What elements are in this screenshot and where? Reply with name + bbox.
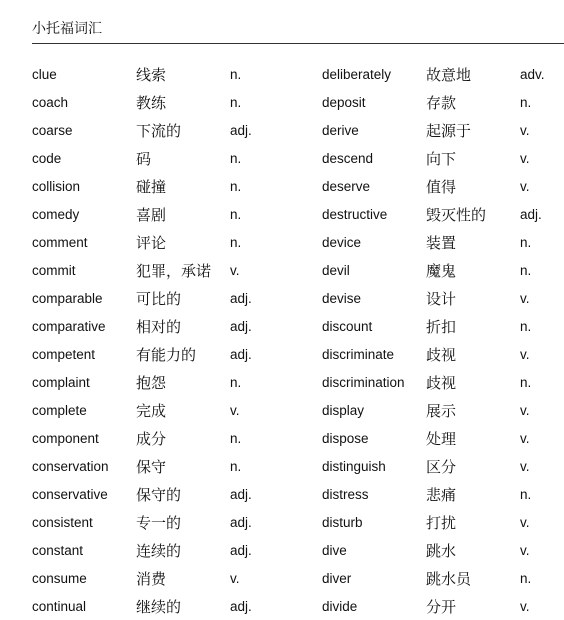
left-part-of-speech: n. <box>230 458 242 474</box>
right-word: discount <box>322 318 373 334</box>
left-word: code <box>32 150 62 166</box>
right-meaning: 设计 <box>426 289 457 308</box>
right-meaning: 歧视 <box>426 373 457 392</box>
left-word: continual <box>32 598 87 614</box>
right-meaning: 值得 <box>426 177 457 196</box>
left-meaning: 评论 <box>136 233 167 252</box>
right-word: devise <box>322 290 362 306</box>
right-word: devil <box>322 262 350 278</box>
right-word: device <box>322 234 362 250</box>
left-meaning: 碰撞 <box>136 177 167 196</box>
right-part-of-speech: v. <box>520 430 530 446</box>
table-row <box>32 116 560 144</box>
document-title: 小托福词汇 <box>32 21 102 37</box>
right-meaning: 跳水 <box>426 541 457 560</box>
table-row <box>32 480 560 508</box>
left-part-of-speech: v. <box>230 402 240 418</box>
left-part-of-speech: n. <box>230 94 242 110</box>
right-part-of-speech: n. <box>520 374 532 390</box>
left-word: consume <box>32 570 87 586</box>
right-meaning: 歧视 <box>426 345 457 364</box>
right-word: destructive <box>322 206 388 222</box>
right-meaning: 故意地 <box>426 65 472 84</box>
left-part-of-speech: adj. <box>230 542 252 558</box>
right-word: deliberately <box>322 66 392 82</box>
left-meaning: 成分 <box>136 429 167 448</box>
left-meaning: 连续的 <box>136 541 182 560</box>
left-word: complaint <box>32 374 90 390</box>
table-row <box>32 424 560 452</box>
left-part-of-speech: n. <box>230 234 242 250</box>
right-word: display <box>322 402 365 418</box>
left-part-of-speech: n. <box>230 206 242 222</box>
right-word: disturb <box>322 514 363 530</box>
table-row <box>32 312 560 340</box>
left-meaning: 码 <box>136 149 152 168</box>
right-meaning: 跳水员 <box>426 569 472 588</box>
left-part-of-speech: v. <box>230 262 240 278</box>
left-meaning: 保守 <box>136 457 167 476</box>
table-row <box>32 396 560 424</box>
table-row <box>32 144 560 172</box>
left-meaning: 相对的 <box>136 317 182 336</box>
right-meaning: 折扣 <box>426 317 457 336</box>
left-meaning: 专一的 <box>136 513 182 532</box>
table-row <box>32 536 560 564</box>
right-word: distinguish <box>322 458 386 474</box>
table-row <box>32 340 560 368</box>
left-part-of-speech: adj. <box>230 598 252 614</box>
left-meaning: 有能力的 <box>136 345 197 364</box>
right-part-of-speech: v. <box>520 150 530 166</box>
right-meaning: 魔鬼 <box>426 261 457 280</box>
right-word: derive <box>322 122 359 138</box>
left-meaning: 抱怨 <box>136 373 167 392</box>
right-word: dispose <box>322 430 369 446</box>
right-part-of-speech: adj. <box>520 206 542 222</box>
left-meaning: 下流的 <box>136 121 182 140</box>
right-part-of-speech: n. <box>520 94 532 110</box>
right-part-of-speech: v. <box>520 178 530 194</box>
left-word: clue <box>32 66 57 82</box>
table-row <box>32 256 560 284</box>
right-meaning: 打扰 <box>426 513 457 532</box>
right-meaning: 分开 <box>426 597 457 616</box>
vocabulary-table-body <box>32 60 560 620</box>
table-row <box>32 88 560 116</box>
right-part-of-speech: v. <box>520 122 530 138</box>
left-word: competent <box>32 346 96 362</box>
left-meaning: 线索 <box>136 65 167 84</box>
left-part-of-speech: adj. <box>230 346 252 362</box>
left-part-of-speech: n. <box>230 178 242 194</box>
right-part-of-speech: v. <box>520 346 530 362</box>
right-word: deserve <box>322 178 371 194</box>
left-part-of-speech: v. <box>230 570 240 586</box>
right-meaning: 存款 <box>426 93 457 112</box>
left-part-of-speech: adj. <box>230 514 252 530</box>
table-row <box>32 508 560 536</box>
left-meaning: 可比的 <box>136 289 182 308</box>
table-row <box>32 452 560 480</box>
left-part-of-speech: adj. <box>230 122 252 138</box>
right-meaning: 展示 <box>426 401 457 420</box>
table-row <box>32 368 560 396</box>
right-part-of-speech: v. <box>520 598 530 614</box>
left-word: constant <box>32 542 84 558</box>
right-meaning: 悲痛 <box>426 485 457 504</box>
right-meaning: 装置 <box>426 233 457 252</box>
left-part-of-speech: n. <box>230 66 242 82</box>
right-part-of-speech: v. <box>520 290 530 306</box>
table-row <box>32 228 560 256</box>
vocabulary-table <box>32 60 560 620</box>
right-word: discriminate <box>322 346 395 362</box>
right-meaning: 处理 <box>426 429 457 448</box>
left-word: comedy <box>32 206 80 222</box>
left-word: conservation <box>32 458 109 474</box>
table-row <box>32 564 560 592</box>
table-row <box>32 172 560 200</box>
left-word: complete <box>32 402 87 418</box>
right-word: distress <box>322 486 369 502</box>
left-word: commit <box>32 262 76 278</box>
right-part-of-speech: adv. <box>520 66 545 82</box>
right-part-of-speech: n. <box>520 570 532 586</box>
left-part-of-speech: adj. <box>230 486 252 502</box>
right-part-of-speech: v. <box>520 458 530 474</box>
left-word: coarse <box>32 122 73 138</box>
right-part-of-speech: v. <box>520 514 530 530</box>
right-meaning: 向下 <box>426 149 457 168</box>
left-part-of-speech: n. <box>230 430 242 446</box>
left-word: coach <box>32 94 69 110</box>
document-header <box>32 20 564 44</box>
left-word: consistent <box>32 514 93 530</box>
left-part-of-speech: n. <box>230 150 242 166</box>
right-word: descend <box>322 150 374 166</box>
left-part-of-speech: adj. <box>230 318 252 334</box>
left-meaning: 喜剧 <box>136 205 167 224</box>
left-part-of-speech: n. <box>230 374 242 390</box>
left-word: comment <box>32 234 88 250</box>
right-part-of-speech: n. <box>520 486 532 502</box>
right-part-of-speech: n. <box>520 234 532 250</box>
table-row <box>32 200 560 228</box>
right-part-of-speech: v. <box>520 402 530 418</box>
table-row <box>32 284 560 312</box>
left-meaning: 继续的 <box>136 597 182 616</box>
left-word: component <box>32 430 99 446</box>
table-row <box>32 592 560 620</box>
table-row <box>32 60 560 88</box>
left-word: collision <box>32 178 81 194</box>
left-word: conservative <box>32 486 108 502</box>
left-meaning: 教练 <box>136 93 167 112</box>
right-word: dive <box>322 542 347 558</box>
left-meaning: 完成 <box>136 401 167 420</box>
right-word: divide <box>322 598 358 614</box>
right-part-of-speech: v. <box>520 542 530 558</box>
left-meaning: 犯罪，承诺 <box>136 261 212 280</box>
right-meaning: 起源于 <box>426 121 472 140</box>
right-word: discrimination <box>322 374 405 390</box>
right-meaning: 毁灭性的 <box>426 205 487 224</box>
left-meaning: 保守的 <box>136 485 182 504</box>
right-word: deposit <box>322 94 366 110</box>
left-meaning: 消费 <box>136 569 167 588</box>
left-word: comparative <box>32 318 106 334</box>
right-part-of-speech: n. <box>520 318 532 334</box>
right-part-of-speech: n. <box>520 262 532 278</box>
right-meaning: 区分 <box>426 457 457 476</box>
left-word: comparable <box>32 290 103 306</box>
right-word: diver <box>322 570 352 586</box>
left-part-of-speech: adj. <box>230 290 252 306</box>
